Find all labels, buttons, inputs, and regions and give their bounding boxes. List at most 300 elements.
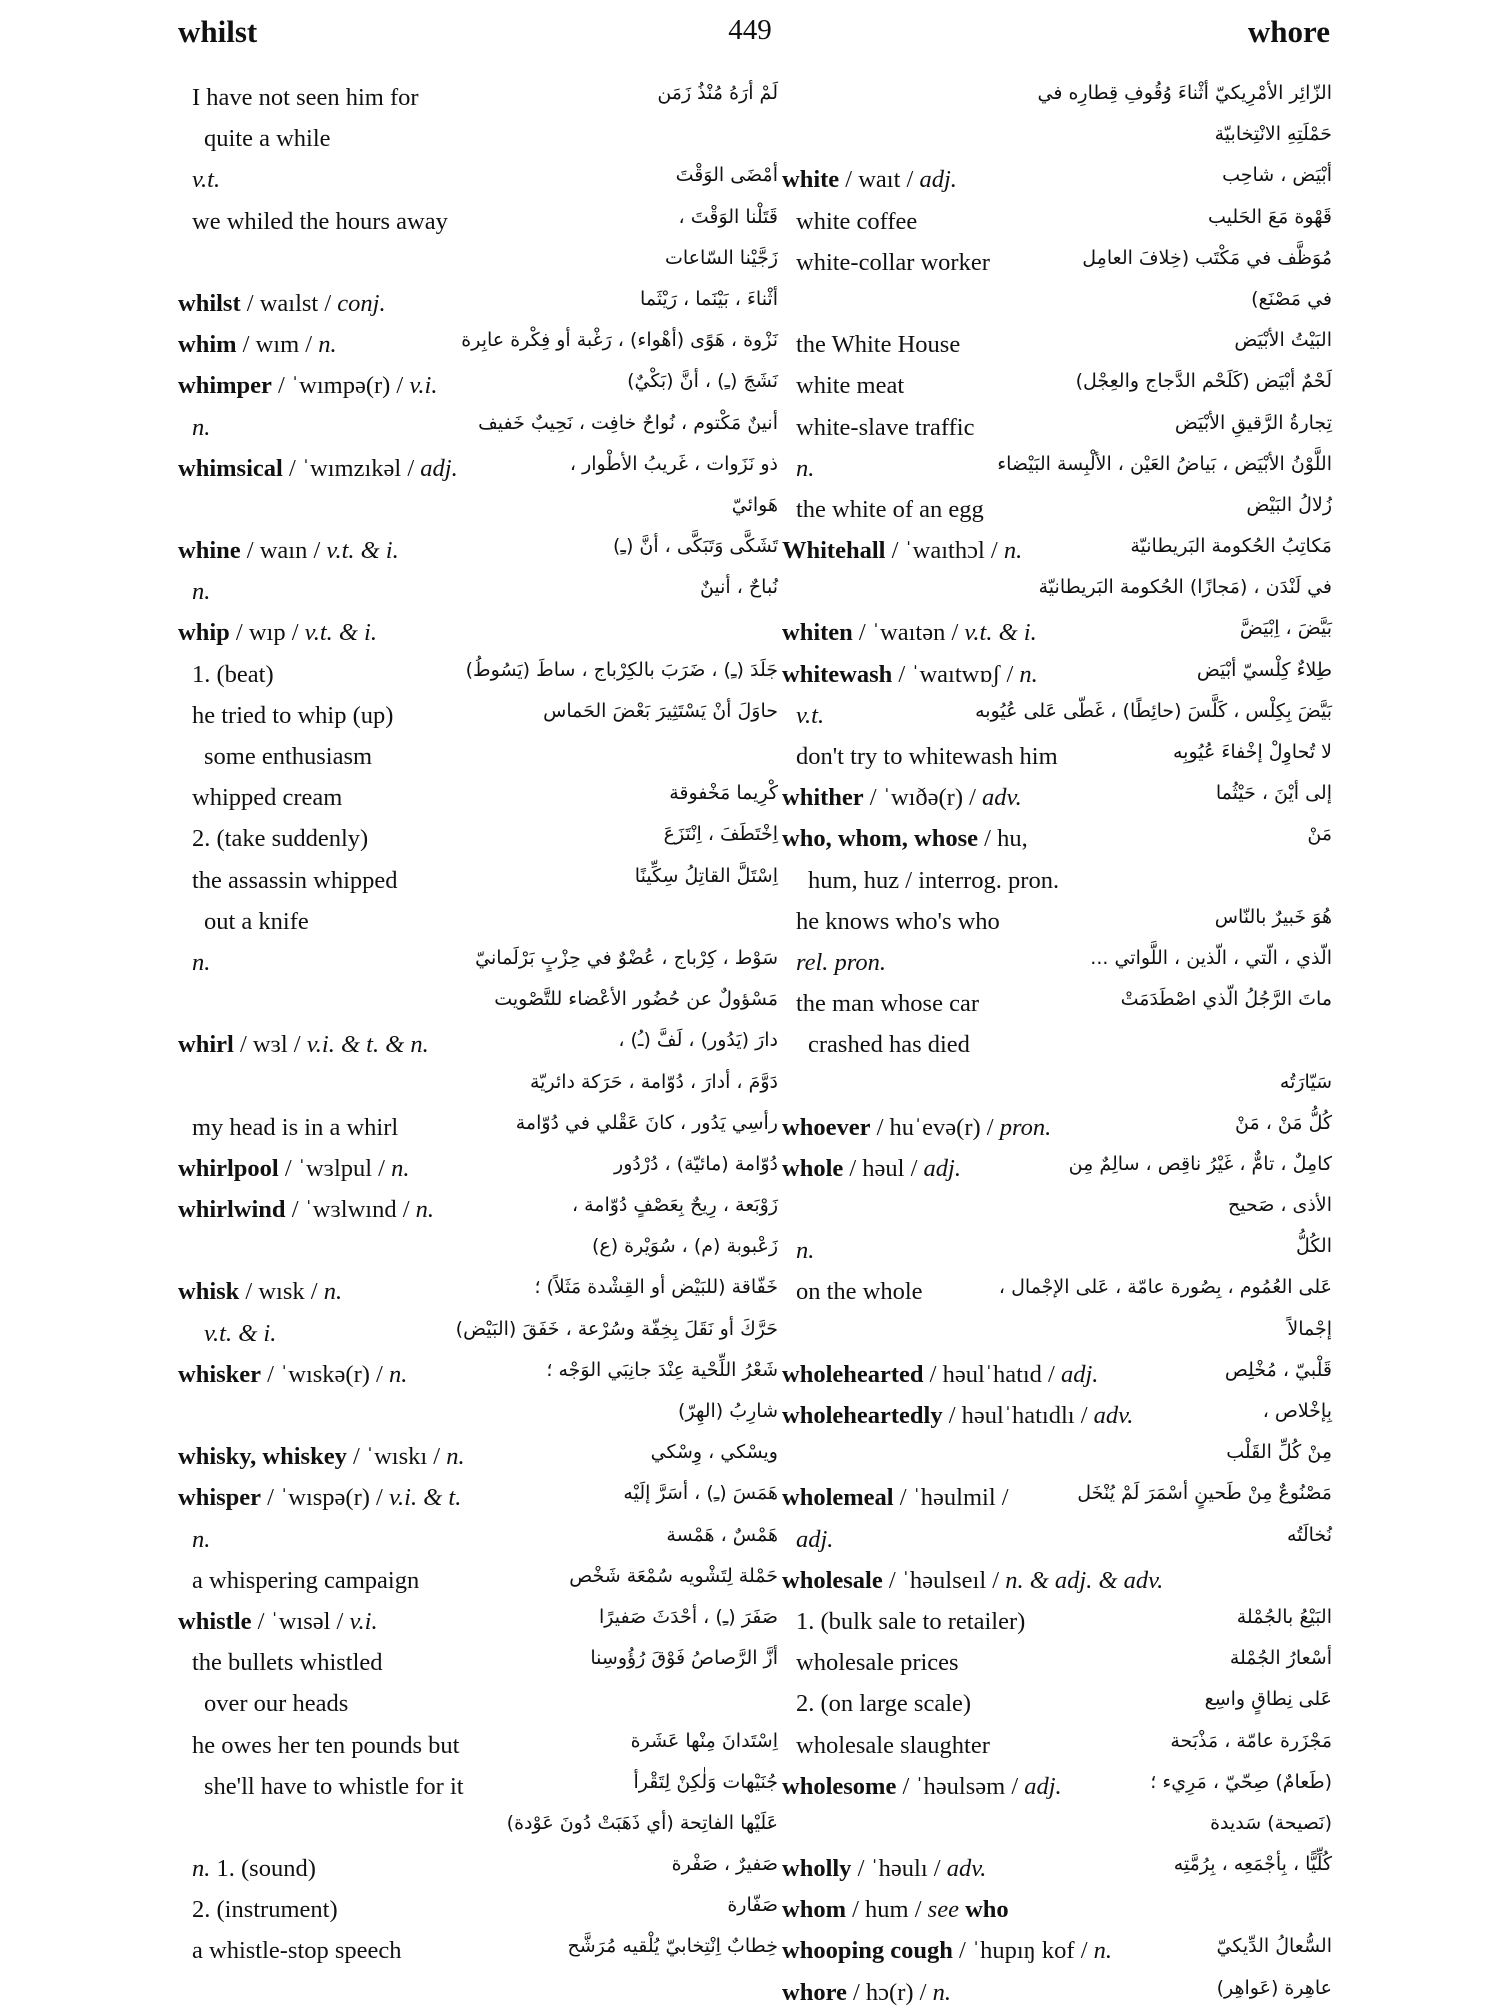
right-entry-line	[782, 1398, 1332, 1439]
headword: whimsical	[178, 454, 283, 482]
right-entry-line	[782, 574, 1332, 615]
part-of-speech: pron.	[999, 1113, 1052, 1141]
left-entry-line	[178, 986, 778, 1027]
left-entry-line	[178, 286, 778, 327]
arabic-translation: بَيَّضَ بِكِلْس ، كَلَّسَ (حائِطًا) ، غَطّى عَلى عُيُوبه	[975, 699, 1332, 722]
left-entry-line	[178, 1192, 778, 1233]
arabic-translation: عاهِرة (عَواهِر)	[1216, 1976, 1332, 1999]
english-text	[796, 1526, 833, 1554]
arabic-translation: خَفّاقة (للبَيْض أو القِشْدة مَثَلاً) ؛	[534, 1276, 778, 1299]
english-text: the White House	[796, 331, 961, 359]
headword-line	[178, 1361, 407, 1389]
right-entry-line	[782, 245, 1332, 286]
headword-line	[178, 331, 337, 359]
english-text: quite a while	[204, 125, 331, 153]
arabic-translation: حَمْلَتِهِ الانْتِخابيّة	[1214, 123, 1332, 146]
english-text: the man whose car	[796, 990, 979, 1018]
part-of-speech: n.	[391, 1154, 410, 1182]
headword: whoever	[782, 1113, 871, 1141]
headword: Whitehall	[782, 537, 886, 565]
right-entry-line	[782, 1769, 1332, 1810]
right-entry-line	[782, 615, 1332, 656]
arabic-translation: سَيّارَتُه	[1279, 1070, 1332, 1093]
headword: wholly	[782, 1855, 852, 1883]
headword-line	[178, 1031, 429, 1059]
part-of-speech: see	[927, 1896, 959, 1924]
part-of-speech: adj.	[420, 454, 458, 482]
right-entry-line	[782, 1686, 1332, 1727]
part-of-speech: n.	[1093, 1937, 1112, 1965]
right-entry-line	[782, 1233, 1332, 1274]
english-text	[192, 1855, 316, 1883]
right-entry-line	[782, 1933, 1332, 1974]
arabic-translation: ماتَ الرَّجُلُ الّذي اصْطَدَمَتْ	[1120, 988, 1332, 1011]
pronunciation: / wısk /	[239, 1278, 324, 1306]
arabic-translation: الّذي ، الّتي ، الّذين ، اللَّواتي ...	[1090, 946, 1332, 969]
right-entry-line	[782, 863, 1332, 904]
headword: whim	[178, 331, 237, 359]
arabic-translation: حَمْلة لِتَشْويه سُمْعَة شَخْص	[569, 1564, 778, 1587]
arabic-translation: لا تُحاوِلْ إخْفاءَ عُيُوبِه	[1173, 741, 1332, 763]
english-text: she'll have to whistle for it	[204, 1772, 464, 1800]
part-of-speech: adj.	[1024, 1772, 1062, 1800]
headword-line	[782, 1114, 1051, 1142]
right-entry-line	[782, 1975, 1332, 2016]
headword: whither	[782, 784, 864, 812]
arabic-translation: سَوْط ، كِرْباج ، عُضْوٌ في حِزْبٍ بَرْلَمانيّ	[475, 946, 778, 969]
page-header	[0, 14, 1500, 54]
arabic-translation: نَشَجَ (ـِ) ، أنَّ (بَكْيٌ)	[627, 370, 778, 393]
left-entry-line	[178, 1233, 778, 1274]
part-of-speech: n. & adj. & adv.	[1005, 1566, 1164, 1594]
right-guide-word: whore	[1247, 14, 1330, 49]
headword-line	[782, 619, 1037, 647]
arabic-translation: السُّعالُ الدِّيكيّ	[1216, 1935, 1332, 1958]
english-text: my head is in a whirl	[192, 1113, 399, 1141]
right-entry-line	[782, 162, 1332, 203]
part-of-speech: v.i.	[349, 1607, 378, 1635]
left-entry-line	[178, 1810, 778, 1851]
arabic-translation: تَشَكَّى وَتَبَكَّى ، أنَّ (ـِ)	[612, 535, 778, 558]
pronunciation: / ˈhəulseıl /	[882, 1566, 1006, 1594]
headword-line	[178, 1608, 378, 1636]
headword: whiten	[782, 619, 853, 647]
english-text: he tried to whip (up)	[192, 701, 394, 729]
arabic-translation: تِجارةُ الرَّقيقِ الأبْيَض	[1174, 411, 1332, 434]
headword-line	[178, 290, 386, 318]
pronunciation: / ˈwısəl /	[251, 1607, 350, 1635]
left-entry-line	[178, 739, 778, 780]
right-column	[782, 80, 1332, 2016]
right-entry-line	[782, 1357, 1332, 1398]
pronunciation: / ˈhəulmil /	[893, 1484, 1009, 1512]
grammar-label: n.	[192, 578, 211, 606]
arabic-translation: مَجْزَرة عامّة ، مَذْبَحة	[1170, 1729, 1332, 1752]
grammar-label: adj.	[796, 1525, 834, 1553]
pronunciation: / ˈwıspə(r) /	[261, 1484, 389, 1512]
left-entry-line	[178, 1316, 778, 1357]
part-of-speech: adj.	[1061, 1360, 1099, 1388]
english-text: hum, huz / interrog. pron.	[808, 866, 1060, 894]
arabic-translation: عَلى العُمُوم ، بِصُورة عامّة ، عَلى الإجْمال ،	[998, 1276, 1332, 1299]
pronunciation: / waın /	[240, 537, 327, 565]
left-entry-line	[178, 1069, 778, 1110]
arabic-translation: زُلالُ البَيْض	[1246, 493, 1332, 516]
english-text: the bullets whistled	[192, 1649, 383, 1677]
arabic-translation: هُوَ خَبيرٌ بالنّاس	[1214, 905, 1332, 928]
english-text: crashed has died	[808, 1031, 970, 1059]
right-entry-line	[782, 327, 1332, 368]
english-text: white-collar worker	[796, 248, 990, 276]
arabic-translation: دارَ (يَدُور) ، لَفَّ (ـُ) ،	[618, 1029, 778, 1052]
pronunciation: / ˈwaıthɔl /	[885, 537, 1004, 565]
arabic-translation: خِطابٌ اِنْتِخابيّ يُلْقيه مُرَشَّح	[567, 1935, 778, 1958]
arabic-translation: مَكاتِبُ الحُكومة البَريطانيّة	[1130, 535, 1332, 558]
left-entry-line	[178, 1728, 778, 1769]
right-entry-line	[782, 1604, 1332, 1645]
headword: whisker	[178, 1360, 262, 1388]
grammar-label: v.t.	[796, 701, 825, 729]
left-entry-line	[178, 1645, 778, 1686]
english-text: some enthusiasm	[204, 743, 373, 770]
arabic-translation: رأسِي يَدُور ، كانَ عَقْلي في دُوّامة	[515, 1111, 778, 1134]
headword-line	[782, 166, 957, 194]
arabic-translation: لَحْمٌ أبْيَض (كَلَحْم الدَّجاج والعِجْل)	[1075, 370, 1332, 393]
headword-line	[782, 661, 1038, 689]
right-entry-line	[782, 492, 1332, 533]
right-entry-line	[782, 121, 1332, 162]
left-entry-line	[178, 451, 778, 492]
right-entry-line	[782, 1851, 1332, 1892]
headword: wholemeal	[782, 1484, 894, 1512]
right-entry-line	[782, 1645, 1332, 1686]
arabic-translation: (طَعامٌ) صِحّيّ ، مَرِيء ؛	[1150, 1770, 1332, 1793]
arabic-translation: شارِبُ (الهِرّ)	[678, 1400, 778, 1422]
sense-text: 1. (sound)	[216, 1855, 316, 1883]
headword-line	[178, 537, 399, 565]
right-entry-line	[782, 1069, 1332, 1110]
left-entry-line	[178, 1439, 778, 1480]
english-text: white coffee	[796, 207, 918, 235]
part-of-speech: n.	[446, 1443, 465, 1471]
right-entry-line	[782, 821, 1332, 862]
arabic-translation: عَلَيْها الفاتِحة (أي ذَهَبَتْ دُونَ عَوْدة)	[506, 1811, 778, 1834]
arabic-translation: اللَّوْنُ الأبْيَض ، بَياضُ العَيْن ، الألْبِسة البَيْضاء	[997, 452, 1332, 475]
right-entry-line	[782, 1810, 1332, 1851]
headword-line	[178, 1196, 434, 1224]
pronunciation: / hum /	[845, 1896, 928, 1924]
left-entry-line	[178, 863, 778, 904]
headword-line	[782, 825, 1028, 853]
left-entry-line	[178, 574, 778, 615]
english-text: a whispering campaign	[192, 1566, 420, 1594]
headword: whore	[782, 1978, 847, 2006]
headword-line	[178, 1278, 342, 1306]
english-text	[192, 1526, 210, 1554]
headword: whimper	[178, 372, 272, 400]
headword: whilst	[178, 289, 241, 317]
part-of-speech: n.	[1019, 660, 1038, 688]
right-entry-line	[782, 1027, 1332, 1068]
pronunciation: / wɜl /	[233, 1031, 307, 1059]
pronunciation: / ˈwaıtən /	[852, 619, 965, 647]
left-entry-line	[178, 121, 778, 162]
arabic-translation: صَفَرَ (ـِ) ، أحْدَثَ صَفيرًا	[598, 1605, 778, 1628]
arabic-translation: في مَصْنَع)	[1251, 287, 1332, 310]
arabic-translation: نَزْوة ، هَوًى (أهْواء) ، رَغْبة أو فِكْرة عابِرة	[461, 329, 778, 352]
right-entry-line	[782, 780, 1332, 821]
arabic-translation: صَفيرٌ ، صَفْرة	[671, 1853, 778, 1876]
headword-line	[782, 1484, 1009, 1512]
english-text: I have not seen him for	[192, 84, 419, 111]
arabic-translation: البَيْتُ الأبْيَض	[1234, 329, 1332, 352]
arabic-translation: بَيَّضَ ، اِبْيَضَّ	[1239, 617, 1332, 640]
arabic-translation: (نَصيحة) سَديدة	[1210, 1811, 1332, 1834]
english-text: wholesale slaughter	[796, 1731, 990, 1759]
headword-line	[782, 1155, 961, 1183]
left-entry-line	[178, 533, 778, 574]
left-entry-line	[178, 1686, 778, 1727]
right-entry-line	[782, 1563, 1332, 1604]
english-text	[192, 578, 210, 606]
headword-line	[782, 537, 1022, 565]
arabic-translation: الكُلُّ	[1296, 1235, 1332, 1258]
right-entry-line	[782, 986, 1332, 1027]
headword-line	[178, 372, 437, 400]
arabic-translation: الأذى ، صَحيح	[1227, 1194, 1332, 1217]
english-text: over our heads	[204, 1690, 349, 1718]
right-entry-line	[782, 1151, 1332, 1192]
headword: whisk	[178, 1278, 240, 1306]
headword: whirlwind	[178, 1196, 286, 1224]
right-entry-line	[782, 739, 1332, 780]
right-entry-line	[782, 698, 1332, 739]
english-text: we whiled the hours away	[192, 207, 448, 235]
english-text: out a knife	[204, 907, 309, 935]
left-entry-line	[178, 245, 778, 286]
english-text: the white of an egg	[796, 495, 984, 523]
arabic-translation: أزَّ الرَّصاصُ فَوْقَ رُؤُوسِنا	[590, 1647, 778, 1670]
arabic-translation: قَتَلْنا الوَقْتَ ،	[678, 205, 778, 228]
headword: wholeheartedly	[782, 1402, 943, 1429]
headword: wholehearted	[782, 1360, 924, 1388]
part-of-speech: n.	[318, 331, 337, 359]
part-of-speech: v.i. & t.	[388, 1484, 462, 1512]
english-text: he knows who's who	[796, 907, 1000, 935]
left-entry-line	[178, 492, 778, 533]
cross-reference: who	[958, 1896, 1009, 1924]
pronunciation: / ˈhəulı /	[851, 1855, 947, 1883]
arabic-translation: شَعْرُ اللِّحْية عِنْدَ جانِبَي الوَجْه ؛	[546, 1358, 778, 1381]
headword: whirl	[178, 1031, 234, 1059]
left-entry-line	[178, 657, 778, 698]
arabic-translation: هَوائيّ	[731, 493, 778, 516]
headword-line	[782, 1567, 1163, 1595]
english-text: 1. (beat)	[192, 660, 274, 688]
english-text	[204, 1320, 276, 1348]
left-entry-line	[178, 945, 778, 986]
headword: whistle	[178, 1607, 252, 1635]
part-of-speech: n.	[323, 1278, 343, 1306]
english-text	[796, 949, 886, 977]
arabic-translation: نُباحٌ ، أنينٌ	[699, 576, 778, 599]
headword: whom	[782, 1896, 846, 1924]
grammar-label: v.t.	[192, 166, 221, 194]
right-entry-line	[782, 410, 1332, 451]
arabic-translation: نُخالَتُه	[1286, 1523, 1332, 1546]
headword: whirlpool	[178, 1154, 279, 1182]
arabic-translation: زَوْبَعة ، رِيحٌ بِعَصْفٍ دُوّامة ،	[571, 1194, 778, 1217]
arabic-translation: قَلْبيّ ، مُخْلِص	[1224, 1358, 1332, 1381]
arabic-translation: كامِلٌ ، تامٌّ ، غَيْرُ ناقِص ، سالِمٌ مِن	[1068, 1152, 1332, 1175]
english-text: white-slave traffic	[796, 413, 975, 441]
english-text	[796, 455, 814, 483]
headword: wholesale	[782, 1566, 883, 1594]
part-of-speech: adj.	[919, 166, 957, 194]
left-entry-line	[178, 327, 778, 368]
pronunciation: / waılst /	[240, 289, 338, 317]
left-entry-line	[178, 368, 778, 409]
arabic-translation: مُوَظَّف في مَكْتَب (خِلافَ العامِل	[1082, 246, 1332, 269]
arabic-translation: أنينٌ مَكْتوم ، نُواحٌ خافِت ، نَحِيبٌ خَفيف	[478, 411, 778, 434]
left-entry-line	[178, 1151, 778, 1192]
arabic-translation: مَصْنُوعٌ مِنْ طَحينٍ أسْمَرَ لَمْ يُنْخَل	[1077, 1482, 1332, 1505]
grammar-label: v.t. & i.	[204, 1319, 277, 1347]
left-entry-line	[178, 1357, 778, 1398]
part-of-speech: adv.	[1093, 1402, 1134, 1429]
right-entry-line	[782, 286, 1332, 327]
arabic-translation: مَنْ	[1307, 823, 1332, 846]
pronunciation: / ˈhupıŋ kof /	[952, 1937, 1094, 1965]
headword: who, whom, whose	[782, 825, 979, 853]
headword-line	[782, 1361, 1098, 1389]
headword-line	[782, 1402, 1133, 1430]
english-text: whipped cream	[192, 784, 343, 812]
part-of-speech: adj.	[923, 1154, 961, 1182]
left-entry-line	[178, 1522, 778, 1563]
english-text: the assassin whipped	[192, 866, 398, 894]
grammar-label: n.	[796, 454, 815, 482]
pronunciation: / həul /	[843, 1154, 924, 1182]
arabic-translation: في لَنْدَن ، (مَجازًا) الحُكومة البَريطانيّة	[1038, 576, 1332, 599]
right-entry-line	[782, 1316, 1332, 1357]
headword: whisky, whiskey	[178, 1443, 347, 1471]
arabic-translation: كُلُّ مَنْ ، مَنْ	[1235, 1111, 1332, 1134]
pronunciation: / ˈwıðə(r) /	[863, 784, 983, 812]
left-entry-line	[178, 80, 778, 121]
headword: whip	[178, 619, 230, 647]
arabic-translation: هَمْسٌ ، هَمْسة	[666, 1523, 778, 1546]
pronunciation: / hɔ(r) /	[846, 1978, 933, 2006]
grammar-label: n.	[796, 1237, 815, 1265]
pronunciation: / wım /	[236, 331, 319, 359]
left-guide-word: whilst	[178, 14, 258, 49]
right-entry-line	[782, 1439, 1332, 1480]
arabic-translation: لَمْ أرَهُ مُنْذُ زَمَن	[657, 82, 778, 104]
headword: white	[782, 166, 840, 194]
arabic-translation: هَمَسَ (ـِ) ، أسَرَّ إلَيْه	[623, 1482, 778, 1505]
english-text: 2. (take suddenly)	[192, 825, 369, 853]
left-entry-line	[178, 821, 778, 862]
pronunciation: / waıt /	[839, 166, 920, 194]
arabic-translation: حَرَّكَ أو نَقَلَ بِخِفّة وسُرْعة ، خَفَقَ (البَيْض)	[455, 1317, 778, 1340]
arabic-translation: البَيْعُ بالجُمْلة	[1236, 1605, 1332, 1628]
arabic-translation: طِلاءٌ كِلْسيّ أبْيَض	[1196, 658, 1332, 681]
left-entry-line	[178, 1892, 778, 1933]
left-entry-line	[178, 162, 778, 203]
left-entry-line	[178, 698, 778, 739]
left-entry-line	[178, 1274, 778, 1315]
pronunciation: / ˈwɜlpul /	[278, 1154, 392, 1182]
pronunciation: / huˈevə(r) /	[870, 1113, 1000, 1141]
headword-line	[178, 1484, 461, 1512]
arabic-translation: حاوَلَ أنْ يَسْتَثِيرَ بَعْضَ الحَماس	[543, 699, 778, 722]
right-entry-line	[782, 204, 1332, 245]
arabic-translation: صَفّارة	[727, 1894, 778, 1917]
part-of-speech: adv.	[946, 1855, 987, 1883]
right-entry-line	[782, 80, 1332, 121]
arabic-translation: ذو نَزَوات ، غَريبُ الأطْوار ،	[569, 452, 778, 475]
part-of-speech: v.t. & i.	[304, 619, 377, 647]
left-entry-line	[178, 410, 778, 451]
part-of-speech: v.i. & t. & n.	[306, 1031, 429, 1059]
pronunciation: / ˈwıskı /	[346, 1443, 447, 1471]
right-entry-line	[782, 1728, 1332, 1769]
arabic-translation: اِسْتَلَّ القاتِلُ سِكِّينًا	[634, 864, 778, 887]
right-entry-line	[782, 1522, 1332, 1563]
part-of-speech: adv.	[982, 784, 1022, 812]
arabic-translation: دَوَّمَ ، أدارَ ، دُوّامة ، حَرَكة دائريّة	[530, 1070, 778, 1093]
arabic-translation: إلى أيْنَ ، حَيْثُما	[1215, 782, 1332, 805]
left-entry-line	[178, 204, 778, 245]
grammar-label: n.	[192, 1855, 217, 1883]
pronunciation: / həulˈhatıdlı /	[942, 1402, 1094, 1429]
part-of-speech: n.	[1003, 537, 1023, 565]
pronunciation: / ˈwımpə(r) /	[271, 372, 410, 400]
arabic-translation: اِخْتَطَفَ ، اِنْتَزَعَ	[663, 823, 778, 846]
english-text: a whistle-stop speech	[192, 1937, 402, 1965]
english-text	[796, 702, 824, 730]
grammar-label: n.	[192, 1525, 211, 1553]
left-column	[178, 80, 778, 1975]
english-text	[192, 166, 220, 194]
arabic-translation: عَلى نِطاقٍ واسِع	[1204, 1688, 1332, 1711]
left-entry-line	[178, 904, 778, 945]
english-text: he owes her ten pounds but	[192, 1731, 460, 1759]
arabic-translation: جُنَيْهات وَلٰكِنْ لِتَقْرأ	[633, 1770, 778, 1793]
english-text: 2. (instrument)	[192, 1896, 338, 1924]
right-entry-line	[782, 1192, 1332, 1233]
headword-line	[782, 1896, 1009, 1924]
arabic-translation: كُلِّيًّا ، بِأجْمَعِه ، بِرُمَّتِه	[1173, 1853, 1332, 1876]
left-entry-line	[178, 780, 778, 821]
arabic-translation: اِسْتَدانَ مِنْها عَشَرة	[630, 1729, 778, 1752]
right-entry-line	[782, 1892, 1332, 1933]
english-text: 2. (on large scale)	[796, 1690, 972, 1718]
english-text: white meat	[796, 372, 905, 400]
pronunciation: / ˈwımzıkəl /	[282, 454, 421, 482]
left-entry-line	[178, 1933, 778, 1974]
english-text	[192, 414, 210, 442]
right-entry-line	[782, 533, 1332, 574]
left-entry-line	[178, 1769, 778, 1810]
grammar-label: n.	[192, 413, 211, 441]
arabic-translation: أسْعارُ الجُمْلة	[1229, 1647, 1332, 1670]
headword-line	[178, 619, 377, 647]
pronunciation: / hu,	[978, 825, 1028, 853]
headword-line	[178, 1155, 410, 1183]
right-entry-line	[782, 945, 1332, 986]
